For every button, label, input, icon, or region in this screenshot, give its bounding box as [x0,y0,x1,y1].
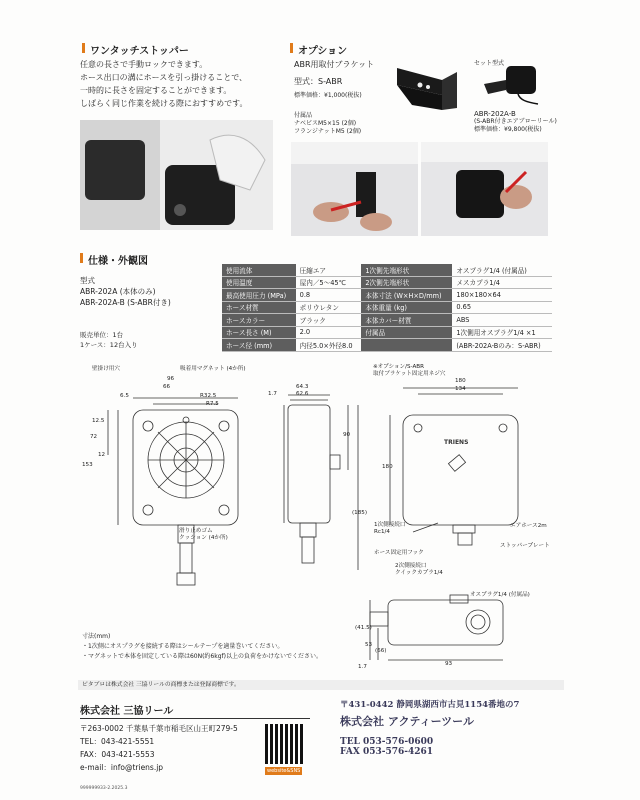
label-stopper-plate: ストッパープレート [500,543,550,549]
spec-label: 使用温度 [222,276,296,289]
label-option-note: ※オプション/S-ABR 取付ブラケット固定用ネジ穴 [373,364,446,377]
spec-label: 使用流体 [222,264,296,276]
parts-item: ナベビスM5×15 (2個) [294,120,357,127]
set-info [474,110,557,134]
rear-view [390,388,518,545]
bracket-install-photo-2 [421,142,548,236]
spec-value: オスプラグ1/4 (付属品) [452,264,552,276]
sales-unit: 販売単位：1台 [80,331,124,339]
parts-title: 付属品 [294,112,313,119]
stopper-photo [80,120,273,230]
label-hose-hook: ホース固定用フック [374,550,424,556]
drawing-brand [444,439,468,446]
bracket-name: ABR用取付ブラケット [294,60,375,69]
spec-value: ポリウレタン [296,301,362,314]
option-title: オプション [290,42,347,57]
dealer-name: 株式会社 アクティーツール [340,715,474,728]
spec-label: 本体寸法 (W×H×D/mm) [361,289,452,302]
stopper-line: 一時的に長さを固定することができます。 [80,86,232,95]
spec-label: ホース長さ (M) [222,326,296,339]
dealer-tel: TEL 053-576-0600 [340,737,434,747]
stopper-line: しばらく同じ作業を続ける際におすすめです。 [80,99,248,108]
spec-value: 0.8 [296,289,362,302]
dealer-stamp [340,698,540,757]
bracket-image [392,60,462,115]
spec-table-body [222,264,552,351]
spec-label: 2次側先端形状 [361,276,452,289]
spec-label [361,339,452,352]
dim-185: (185) [352,510,368,516]
dim-r75: R7.5 [206,401,219,407]
side-view [284,395,358,570]
label-magnet: 吸着用マグネット (4か所) [180,366,246,372]
label-air-hose: エアホース2m [510,523,547,529]
stopper-description [80,58,280,110]
spec-value: ABS [452,314,552,327]
spec-label: 最高使用圧力 (MPa) [222,289,296,302]
dealer-address: 〒431-0442 静岡県湖西市古見1154番地の7 [340,700,520,710]
spec-value: 1次側用オスプラグ1/4 ×1 [452,326,552,339]
dim-93: 93 [445,661,453,667]
dim-66b: (66) [375,648,387,654]
dim-125: 12.5 [92,418,105,424]
model-item: ABR-202A (本体のみ) [80,287,156,296]
label-primary-port: 1次側接続口 Rc1/4 [374,522,406,535]
dim-134: 134 [455,386,466,392]
spec-value: 内径5.0×外径8.0 [296,339,362,352]
set-price: 標準価格：¥9,800(税抜) [474,126,542,133]
company-address: 〒263-0002 千葉県千葉市稲毛区山王町279-5 [80,724,238,733]
stopper-line: 任意の長さで手動ロックできます。 [80,60,208,69]
trademark-note: ピタブロは株式会社 三協リールの商標または登録商標です。 [78,680,564,690]
dim-415: (41.5) [355,625,372,631]
dim-153: 153 [82,462,93,468]
catalog-code: 999999933-2.2025.3 [80,786,128,791]
company-tel: TEL：043-421-5551 [80,737,155,746]
dim-65: 6.5 [120,393,129,399]
stopper-title: ワンタッチストッパー [82,42,189,57]
parts-list [294,112,361,136]
dim-626: 62.6 [296,391,309,397]
note-line: 寸法(mm) [82,633,111,640]
spec-value: 180×180×64 [452,289,552,302]
spec-label: 付属品 [361,326,452,339]
spec-models [80,275,171,308]
front-view [108,398,238,585]
spec-value: メスカプラ1/4 [452,276,552,289]
dim-96: 96 [167,376,175,382]
note-line: ・マグネットで本体を固定している際は60N(約6kgf)以上の負荷をかけないでください。 [82,653,322,660]
install-photo-art-1 [291,142,418,236]
company-contact [80,722,238,774]
dim-66: 66 [163,384,171,390]
sales-info [80,330,138,350]
company-fax: FAX：043-421-5553 [80,750,155,759]
spec-title: 仕様・外観図 [80,252,148,267]
stopper-line: ホース出口の溝にホースを引っ掛けることで、 [80,73,248,82]
spec-value: 2.0 [296,326,362,339]
label-cushion: 滑り止めゴム クッション (4か所) [179,528,228,541]
company-email [80,761,238,774]
dim-r325: R32.5 [200,393,217,399]
dim-643: 64.3 [296,384,309,390]
stopper-photo-art [80,120,273,230]
bracket-model: 型式：S-ABR [294,77,343,86]
dim-180-vertical: 180 [382,464,393,470]
parts-item: フランジナットM5 (2個) [294,128,362,135]
spec-row [222,301,552,314]
set-label: セット型式 [474,60,505,67]
spec-row [222,339,552,352]
drawing-notes [82,632,322,662]
qr-code[interactable] [265,724,305,764]
spec-value: 圧縮エア [296,264,362,276]
spec-value: 屋内／5～45℃ [296,276,362,289]
set-product-image [478,62,548,107]
company-divider [80,718,310,719]
spec-value: ブラック [296,314,362,327]
company-name: 株式会社 三協リール [80,706,174,717]
spec-row [222,326,552,339]
spec-row [222,314,552,327]
spec-label: 本体カバー材質 [361,314,452,327]
spec-row [222,289,552,302]
set-desc: (S-ABR付きエアブローリール) [474,118,557,125]
model-item: ABR-202A-B (S-ABR付き) [80,298,171,307]
install-photo-art-2 [421,142,548,236]
label-male-plug: オスプラグ1/4 (付属品) [470,592,530,598]
case-qty: 1ケース：12台入り [80,341,138,349]
model-label: 型式 [80,276,95,285]
label-secondary-port: 2次側接続口 クイックカプラ1/4 [395,563,443,576]
dealer-fax: FAX 053-576-4261 [340,747,434,757]
spec-label: ホース径 (mm) [222,339,296,352]
spec-label: ホース材質 [222,301,296,314]
dim-180: 180 [455,378,466,384]
dim-72: 72 [90,434,98,440]
dim-17b: 1.7 [358,664,367,670]
label-mount-hole: 壁掛け用穴 [92,366,120,372]
dim-90: 90 [343,432,351,438]
spec-label: 本体重量 (kg) [361,301,452,314]
dim-53: 53 [365,642,373,648]
dim-17: 1.7 [268,391,277,397]
spec-label: ホースカラー [222,314,296,327]
website-label: website&SNS [267,768,301,774]
dim-12: 12 [98,452,106,458]
spec-table [222,264,552,352]
spec-row [222,264,552,276]
note-line: ・1次側にオスプラグを接続する際はシールテープを適量巻いてください。 [82,643,284,650]
bottom-view [370,595,503,660]
bracket-install-photo-1 [291,142,418,236]
spec-row [222,276,552,289]
company-email-link[interactable]: e-mail：info@triens.jp [80,763,164,772]
bracket-price: 標準価格：¥1,000(税抜) [294,92,362,99]
spec-value: (ABR-202A-Bのみ：S-ABR) [452,339,552,352]
spec-label: 1次側先端形状 [361,264,452,276]
set-model: ABR-202A-B [474,110,516,118]
spec-value: 0.65 [452,301,552,314]
brand-mark: TRIENS [444,439,469,446]
